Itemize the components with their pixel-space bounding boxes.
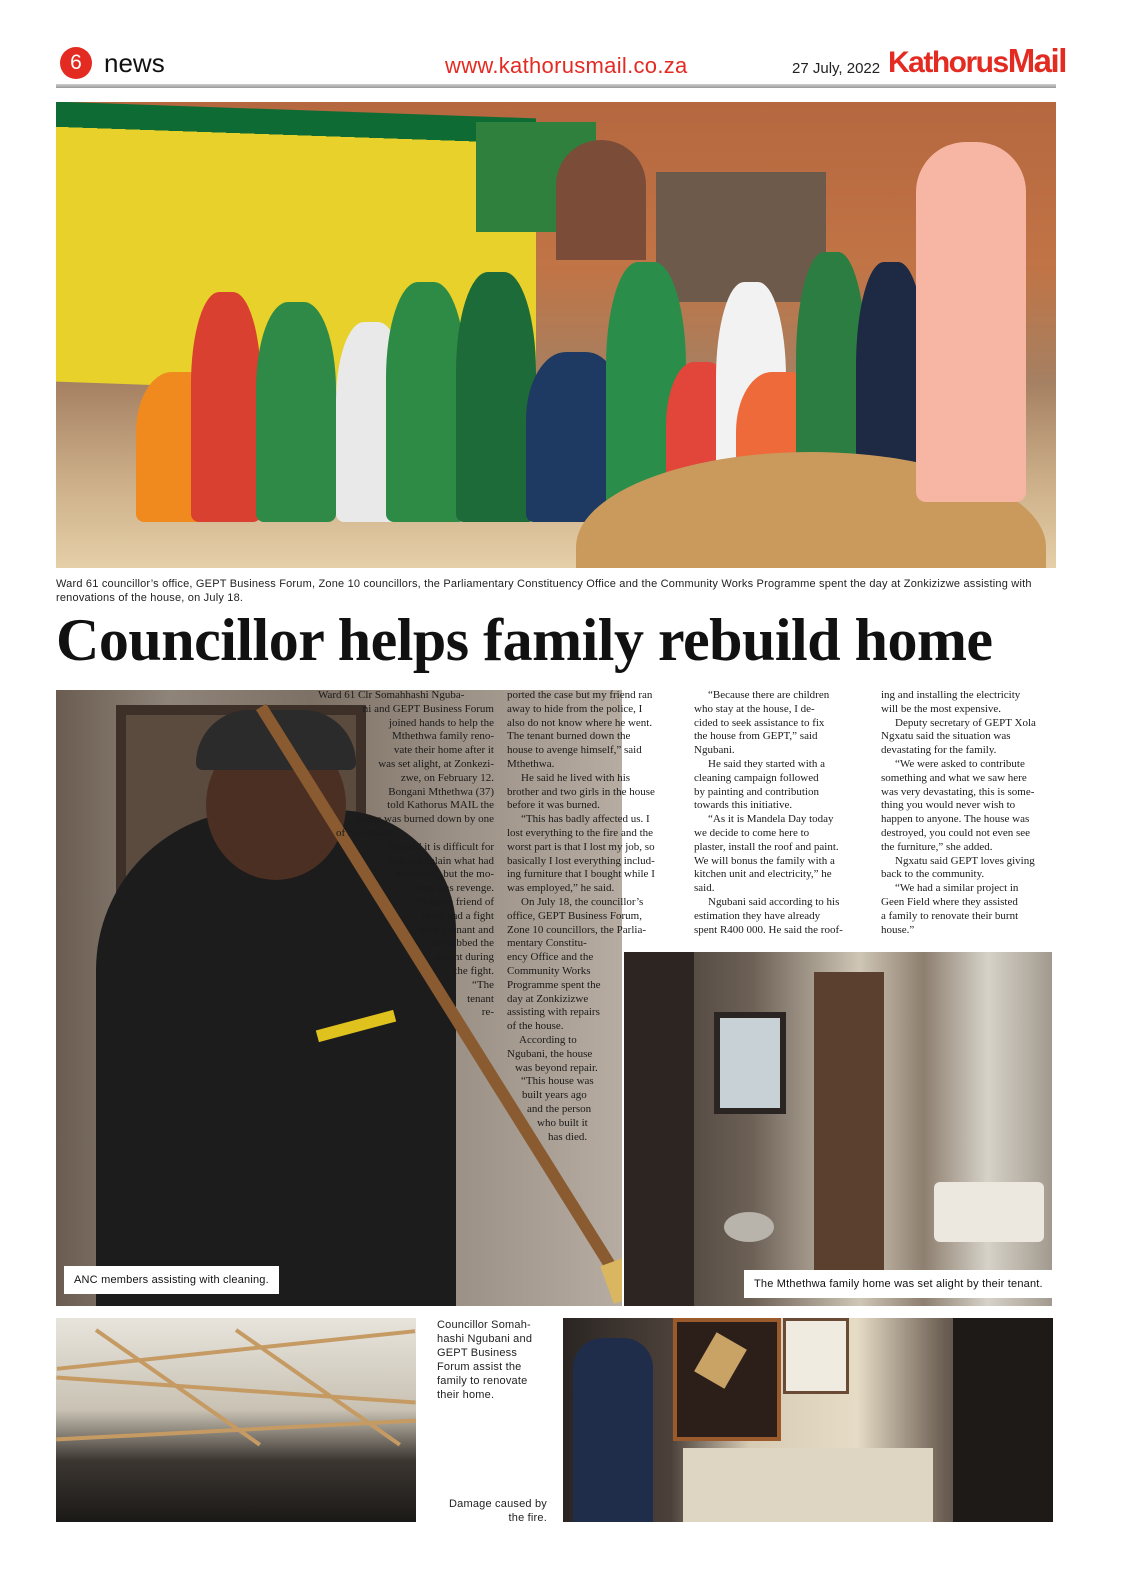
damage-caption — [437, 1497, 547, 1525]
text-line: Ngubani said according to his — [708, 895, 840, 908]
text-line: zwe, on February 12. — [400, 771, 494, 784]
text-line: On July 18, the councillor’s — [521, 895, 644, 908]
photo-person — [386, 282, 466, 522]
renovation-caption — [437, 1318, 547, 1402]
text-line: plaster, install the roof and paint. — [694, 840, 839, 853]
text-line: ency Office and the — [507, 951, 594, 964]
text-line: tive was revenge. — [417, 882, 494, 895]
text-line: who stay at the house, I de- — [694, 702, 815, 715]
burnt-kitchen-photo — [563, 1318, 1053, 1522]
text-line: happened, but the mo- — [395, 868, 494, 881]
main-group-photo — [56, 102, 1056, 568]
article-column-3 — [694, 689, 866, 937]
text-line: was employed,” he said. — [507, 882, 615, 895]
text-line: We will bonus the family with a — [694, 854, 835, 867]
text-line: Mthethwa. — [507, 757, 555, 770]
text-line: “We were asked to contribute — [895, 757, 1025, 770]
text-line: him to explain what had — [387, 854, 494, 867]
text-line: before it was burned. — [507, 799, 600, 812]
burnt-house-caption: The Mthethwa family home was set alight by their tenant. — [744, 1270, 1053, 1298]
caption-line: family to renovate — [437, 1375, 528, 1387]
roof-trusses-photo — [56, 1318, 416, 1522]
text-line: a family to renovate their burnt — [881, 909, 1019, 922]
text-line: we decide to come here to — [694, 826, 810, 839]
text-line: Ngxatu said the situation was — [881, 730, 1011, 743]
text-line: happen to anyone. The house was — [881, 813, 1030, 826]
text-line: “As it is Mandela Day today — [708, 813, 834, 826]
text-line: re- — [481, 1006, 494, 1019]
text-line: worst part is that I lost my job, so — [507, 840, 655, 853]
text-line: ing furniture that I bought while I — [507, 868, 655, 881]
article-column-1 — [318, 689, 494, 1020]
text-line: Bongani Mthethwa (37) — [388, 785, 494, 798]
text-line: house was burned down by one — [355, 813, 494, 826]
text-line: Zone 10 councillors, the Parlia- — [507, 923, 646, 936]
text-line: He said they started with a — [708, 757, 825, 770]
caption-line: Forum assist the — [437, 1361, 522, 1373]
text-line: something and what we saw here — [881, 771, 1027, 784]
text-line: day at Zonkizizwe — [507, 992, 589, 1005]
text-line: the fight. — [454, 964, 494, 977]
photo-burnt-wall — [953, 1318, 1053, 1522]
text-line: basically I lost everything includ- — [507, 854, 655, 867]
text-line: Ward 61 Clr Somahhashi Nguba- — [318, 689, 465, 701]
text-line: brother and two girls in the house — [507, 785, 655, 798]
photo-truss — [56, 1419, 416, 1442]
text-line: According to — [519, 1033, 577, 1046]
website-link[interactable]: www.kathorusmail.co.za — [445, 53, 688, 78]
text-line: devastating for the family. — [881, 744, 997, 757]
text-line: Ngubani. — [694, 744, 735, 757]
photo-person — [456, 272, 536, 522]
photo-arch — [556, 140, 646, 260]
photo-window — [714, 1012, 786, 1114]
text-line: “This has badly affected us. I — [521, 813, 650, 826]
text-line: Ngxatu said GEPT loves giving — [895, 854, 1035, 867]
header-divider — [56, 84, 1056, 88]
text-line: ported the case but my friend ran — [507, 689, 653, 701]
text-line: was set alight, at Zonkezi- — [378, 757, 494, 770]
text-line: will be the most expensive. — [881, 702, 1002, 715]
text-line: “The — [472, 978, 494, 991]
text-line: the house from GEPT,” said — [694, 730, 818, 743]
text-line: house.” — [881, 923, 915, 936]
text-line: “We had a similar project in — [895, 882, 1019, 895]
text-line: back to the community. — [881, 868, 985, 881]
section-label: news — [104, 48, 165, 78]
text-line: house to avenge himself,” said — [507, 744, 642, 757]
caption-line: GEPT Business — [437, 1347, 518, 1359]
text-line: “Because there are children — [708, 689, 830, 701]
text-line: thing you would never wish to — [881, 799, 1016, 812]
photo-truss — [56, 1375, 415, 1404]
article-column-2 — [507, 689, 679, 1144]
text-line: and the person — [527, 1102, 592, 1115]
text-line: Ngubani, the house — [507, 1047, 593, 1060]
text-line: also do not know where he went. — [507, 716, 653, 729]
text-line: cided to seek assistance to fix — [694, 716, 825, 729]
text-line: joined hands to help the — [388, 716, 494, 729]
page-number-badge: 6 — [60, 47, 92, 79]
text-line: Deputy secretary of GEPT Xola — [895, 716, 1036, 729]
text-line: He said it is difficult for — [388, 840, 494, 853]
article-column-4 — [881, 689, 1053, 937]
text-line: built years ago — [522, 1089, 587, 1102]
text-line: Programme spent the — [507, 978, 601, 991]
text-line: “This house was — [521, 1075, 594, 1088]
text-line: mine had a fight — [422, 909, 494, 922]
text-line: the furniture,” she added. — [881, 840, 993, 853]
text-line: “A close friend of — [415, 895, 494, 908]
text-line: who built it — [537, 1116, 588, 1129]
text-line: Community Works — [507, 964, 591, 977]
photo-person — [256, 302, 336, 522]
text-line: tenant — [467, 992, 494, 1005]
text-line: of his tenants. — [336, 826, 398, 839]
masthead-kathorus: Kathorus — [888, 46, 1008, 79]
burnt-house-photo — [624, 952, 1052, 1306]
issue-date: 27 July, 2022 — [792, 60, 881, 77]
text-line: ni and GEPT Business Forum — [362, 702, 494, 715]
text-line: said. — [694, 882, 715, 895]
masthead-logo — [888, 44, 1066, 78]
text-line: ing and installing the electricity — [881, 689, 1021, 701]
article-headline: Councillor helps family rebuild home — [56, 607, 993, 673]
photo-door — [814, 972, 884, 1292]
text-line: office, GEPT Business Forum, — [507, 909, 642, 922]
text-line: he stabbed the — [431, 937, 494, 950]
photo-window — [783, 1318, 849, 1394]
text-line: The tenant burned down the — [507, 730, 631, 743]
photo-person — [916, 142, 1026, 502]
photo-truss — [57, 1329, 415, 1371]
text-line: by painting and contribution — [694, 785, 819, 798]
text-line: assisting with repairs — [507, 1006, 600, 1019]
text-line: spent R400 000. He said the roof- — [694, 923, 843, 936]
caption-line: Damage caused by — [449, 1498, 547, 1510]
text-line: tenant during — [435, 951, 494, 964]
text-line: Geen Field where they assisted — [881, 895, 1018, 908]
text-line: told Kathorus MAIL the — [387, 799, 494, 812]
main-photo-caption: Ward 61 councillor’s office, GEPT Business Forum, Zone 10 councillors, the Parliamentary Constituency Office and the Community Works Programme spent the day at Zonkizizwe assisting with renovations of the house, on July 18. — [56, 578, 1032, 604]
text-line: kitchen unit and electricity,” he — [694, 868, 832, 881]
text-line: away to hide from the police, I — [507, 702, 643, 715]
text-line: of the house. — [507, 1020, 564, 1033]
photo-person — [573, 1338, 653, 1522]
masthead-mail: Mail — [1007, 42, 1066, 79]
photo-toilet — [724, 1212, 774, 1242]
caption-line: the fire. — [508, 1512, 547, 1524]
photo-person — [191, 292, 261, 522]
photo-kitchen-unit — [683, 1448, 933, 1522]
caption-line: Councillor Somah- — [437, 1319, 531, 1331]
text-line: vate their home after it — [393, 744, 494, 757]
caption-line: their home. — [437, 1389, 495, 1401]
text-line: He said he lived with his — [521, 771, 631, 784]
text-line: with a tenant and — [418, 923, 494, 936]
text-line: mentary Constitu- — [507, 937, 587, 950]
text-line: was very devastating, this is some- — [881, 785, 1035, 798]
text-line: was beyond repair. — [515, 1061, 598, 1074]
cleaning-photo-caption: ANC members assisting with cleaning. — [64, 1266, 279, 1294]
caption-line: hashi Ngubani and — [437, 1333, 533, 1345]
text-line: Mthethwa family reno- — [391, 730, 494, 743]
text-line: cleaning campaign followed — [694, 771, 819, 784]
text-line: destroyed, you could not even see — [881, 826, 1031, 839]
text-line: lost everything to the fire and the — [507, 826, 654, 839]
text-line: towards this initiative. — [694, 799, 793, 812]
text-line: estimation they have already — [694, 909, 821, 922]
photo-bathtub — [934, 1182, 1044, 1242]
text-line: has died. — [548, 1130, 588, 1143]
